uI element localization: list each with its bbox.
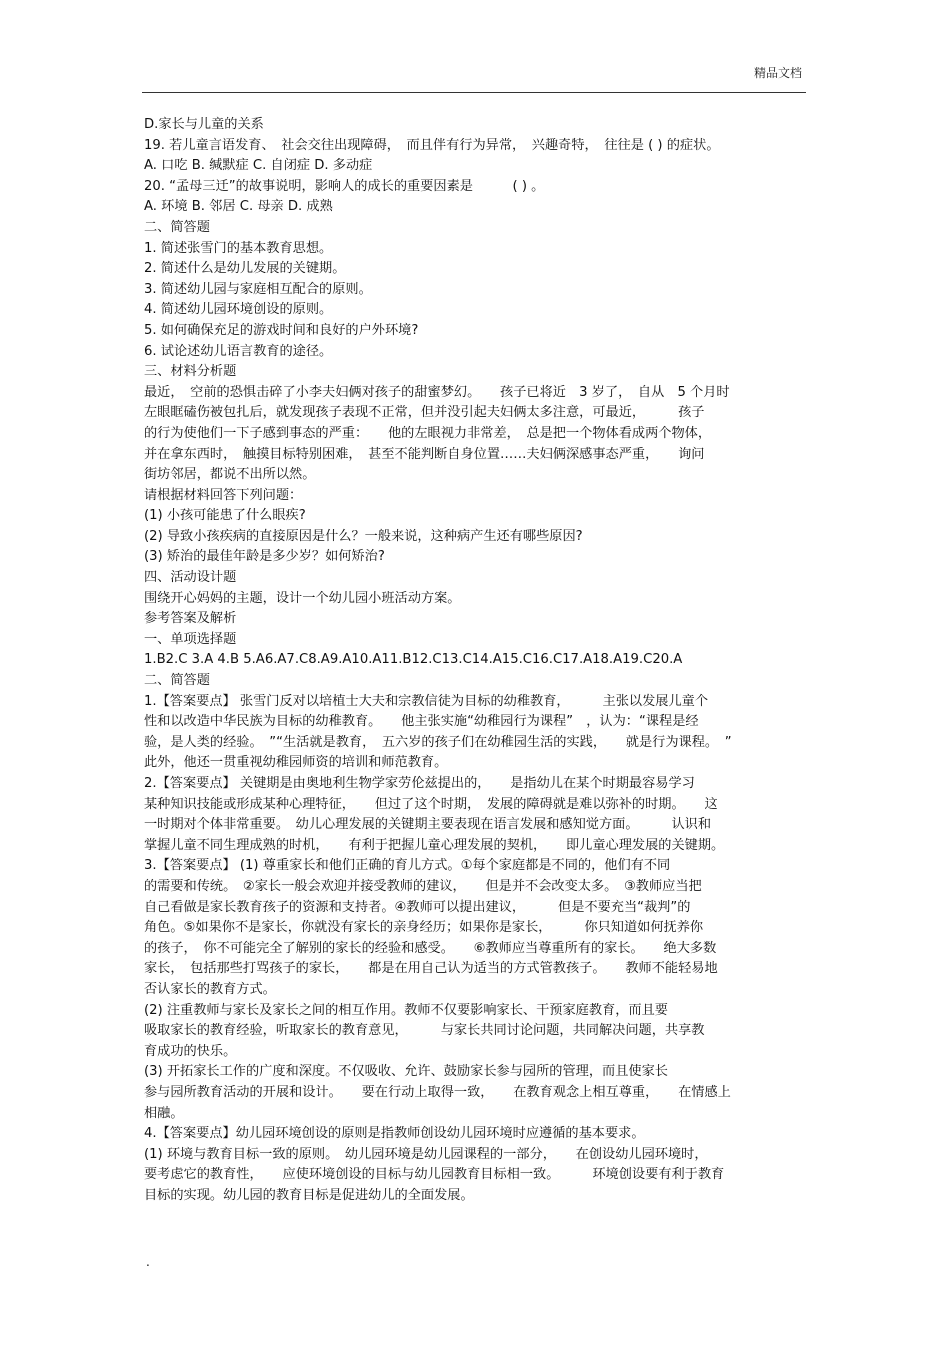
text-line: 否认家长的教育方式。 [144,981,276,997]
text-line: 三、材料分析题 [144,364,237,380]
text-line: 自己看做是家长教育孩子的资源和支持者。④教师可以提出建议， 但是不要充当“裁判”的 [144,899,691,915]
text-line: 并在拿东西时， 触摸目标特别困难， 甚至不能判断自身位置……夫妇俩深感事态严重， 询问 [144,446,705,462]
text-line: 围绕开心妈妈的主题，设计一个幼儿园小班活动方案。 [144,590,461,606]
text-line: 要考虑它的教育性， 应使环境创设的目标与幼儿园教育目标相一致。 环境创设要有利于教育 [144,1167,725,1183]
text-line: 相融。 [144,1105,184,1121]
text-line: 的需要和传统。 ②家长一般会欢迎并接受教师的建议， 但是并不会改变太多。 ③教师应当把 [144,878,702,894]
text-line: 3.【答案要点】 (1) 尊重家长和他们正确的育儿方式。①每个家庭都是不同的，他们有不同 [144,858,671,874]
text-line: 参与园所教育活动的开展和设计。 要在行动上取得一致， 在教育观念上相互尊重， 在情感上 [144,1084,731,1100]
text-line: 19. 若儿童言语发育、 社会交往出现障碍， 而且伴有行为异常， 兴趣奇特， 往往是 ( ) 的症状。 [144,137,720,153]
text-line: (1) 小孩可能患了什么眼疾? [144,508,306,524]
text-line: 参考答案及解析 [144,611,237,627]
text-line: 此外，他还一贯重视幼稚园师资的培训和师范教育。 [144,755,448,771]
text-line: 2.【答案要点】 关键期是由奥地利生物学家劳伦兹提出的， 是指幼儿在某个时期最容易学习 [144,776,695,791]
footer-mark: . [146,1255,150,1269]
text-line: 1. 简述张雪门的基本教育思想。 [144,240,333,256]
text-line: 验，是人类的经验。 ”“生活就是教育， 五六岁的孩子们在幼稚园生活的实践， 就是行为课程。 ” [144,734,732,750]
text-line: 某种知识技能或形成某种心理特征， 但过了这个时期， 发展的障碍就是难以弥补的时期。 这 [144,796,718,812]
text-line: D.家长与儿童的关系 [144,117,264,132]
header-label: 精品文档 [753,66,802,80]
text-line: (2) 注重教师与家长及家长之间的相互作用。教师不仅要影响家长、干预家庭教育，而且要 [144,1002,668,1018]
text-line: 1.【答案要点】 张雪门反对以培植士大夫和宗教信徒为目标的幼稚教育， 主张以发展儿童个 [144,693,709,709]
text-line: 左眼眶磕伤被包扎后，就发现孩子表现不正常，但并没引起夫妇俩太多注意，可最近， 孩子 [144,405,705,421]
text-line: 3. 简述幼儿园与家庭相互配合的原则。 [144,281,372,297]
text-line: 5. 如何确保充足的游戏时间和良好的户外环境? [144,322,419,338]
text-line: (2) 导致小孩疾病的直接原因是什么？一般来说，这种病产生还有哪些原因? [144,528,583,544]
text-line: 角色。⑤如果你不是家长，你就没有家长的亲身经历；如果你是家长， 你只知道如何抚养你 [144,920,704,936]
text-line: 吸取家长的教育经验，听取家长的教育意见， 与家长共同讨论问题，共同解决问题，共享教 [144,1023,705,1039]
text-line: 请根据材料回答下列问题： [144,487,303,503]
text-line: 目标的实现。幼儿园的教育目标是促进幼儿的全面发展。 [144,1187,474,1203]
text-line: A. 口吃 B. 缄默症 C. 自闭症 D. 多动症 [144,158,373,174]
text-line: 一、单项选择题 [144,631,237,647]
text-line: 二、简答题 [144,673,210,689]
text-line: 的孩子， 你不可能完全了解别的家长的经验和感受。 ⑥教师应当尊重所有的家长。 绝大多数 [144,940,717,956]
text-line: (3) 开拓家长工作的广度和深度。不仅吸收、允许、鼓励家长参与园所的管理，而且使家长 [144,1064,668,1080]
text-line: 6. 试论述幼儿语言教育的途径。 [144,343,333,359]
page-header [142,64,806,93]
text-line: (1) 环境与教育目标一致的原则。 幼儿园环境是幼儿园课程的一部分， 在创设幼儿园环境时， [144,1146,708,1162]
text-line: 一时期对个体非常重要。 幼儿心理发展的关键期主要表现在语言发展和感知觉方面。 认识和 [144,817,712,833]
text-line: 性和以改造中华民族为目标的幼稚教育。 他主张实施“幼稚园行为课程” ，认为：“课程是经 [144,714,699,730]
text-line: 20. “孟母三迁”的故事说明，影响人的成长的重要因素是 ( ) 。 [144,178,545,194]
text-line: 4.【答案要点】幼儿园环境创设的原则是指教师创设幼儿园环境时应遵循的基本要求。 [144,1126,645,1142]
text-line: (3) 矫治的最佳年龄是多少岁？如何矫治? [144,549,385,565]
text-line: 二、简答题 [144,219,210,235]
text-line: 1.B2.C 3.A 4.B 5.A6.A7.C8.A9.A10.A11.B12.C13.C14.A15.C16.C17.A18.A19.C20.A [144,652,683,668]
text-line: 街坊邻居，都说不出所以然。 [144,467,316,483]
document-body [144,115,808,1206]
text-line: 家长， 包括那些打骂孩子的家长， 都是在用自己认为适当的方式管教孩子。 教师不能轻易地 [144,961,718,977]
text-line: 掌握儿童不同生理成熟的时机， 有利于把握儿童心理发展的契机， 即儿童心理发展的关键期。 [144,837,725,853]
text-line: A. 环境 B. 邻居 C. 母亲 D. 成熟 [144,199,333,215]
text-line: 最近， 空前的恐惧击碎了小李夫妇俩对孩子的甜蜜梦幻。 孩子已将近 3 岁了， 自从 5 个月时 [144,384,730,400]
text-line: 4. 简述幼儿园环境创设的原则。 [144,302,333,318]
text-line: 育成功的快乐。 [144,1043,237,1059]
text-line: 的行为使他们一下子感到事态的严重： 他的左眼视力非常差， 总是把一个物体看成两个物体， [144,425,712,441]
text-line: 四、活动设计题 [144,570,237,586]
text-line: 2. 简述什么是幼儿发展的关键期。 [144,261,346,277]
